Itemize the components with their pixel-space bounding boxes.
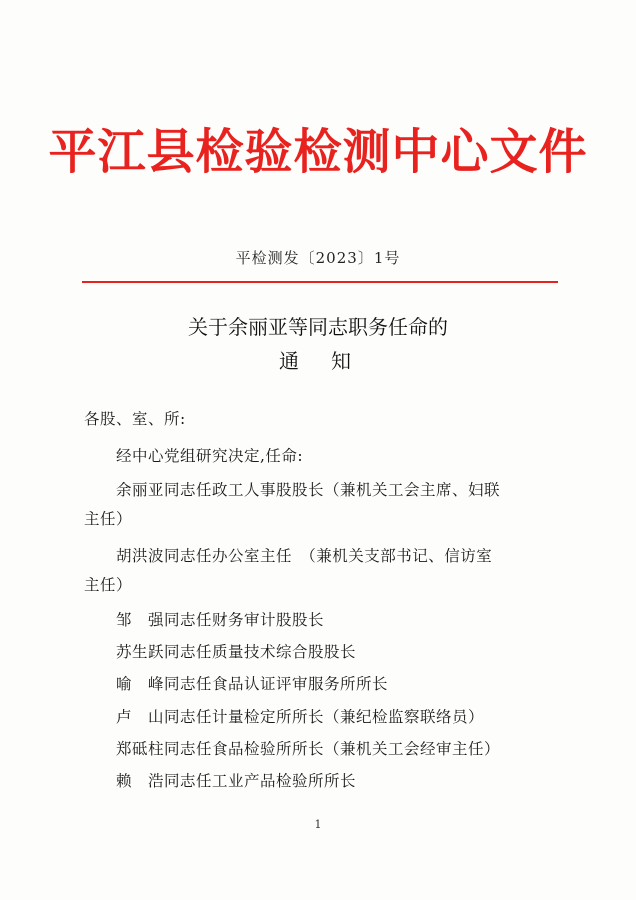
document-title: 平江县检验检测中心文件 bbox=[48, 124, 588, 180]
subject-line-1: 关于余丽亚等同志职务任命的 bbox=[188, 315, 448, 339]
appointment-line: 郑砥柱同志任食品检验所所长（兼机关工会经审主任） bbox=[116, 740, 501, 758]
page-number: 1 bbox=[314, 818, 322, 831]
appointment-line: 邹 强同志任财务审计股股长 bbox=[116, 611, 325, 629]
red-divider-line bbox=[82, 281, 558, 283]
appointment-line: 胡洪波同志任办公室主任 （兼机关支部书记、信访室 bbox=[116, 547, 493, 565]
appointment-line: 卢 山同志任计量检定所所长（兼纪检监察联络员） bbox=[116, 708, 485, 726]
document-number: 平检测发〔2023〕1号 bbox=[235, 249, 401, 267]
appointment-line: 余丽亚同志任政工人事股股长（兼机关工会主席、妇联 bbox=[116, 481, 501, 499]
appointment-line: 苏生跃同志任质量技术综合股股长 bbox=[116, 643, 357, 661]
appointment-continuation: 主任） bbox=[84, 576, 133, 594]
subject-line-2: 通 知 bbox=[279, 349, 357, 373]
salutation: 各股、室、所: bbox=[84, 410, 186, 428]
appointment-continuation: 主任） bbox=[84, 510, 133, 528]
intro-text: 经中心党组研究决定,任命: bbox=[116, 447, 304, 465]
appointment-line: 赖 浩同志任工业产品检验所所长 bbox=[116, 772, 357, 790]
appointment-line: 喻 峰同志任食品认证评审服务所所长 bbox=[116, 675, 389, 693]
